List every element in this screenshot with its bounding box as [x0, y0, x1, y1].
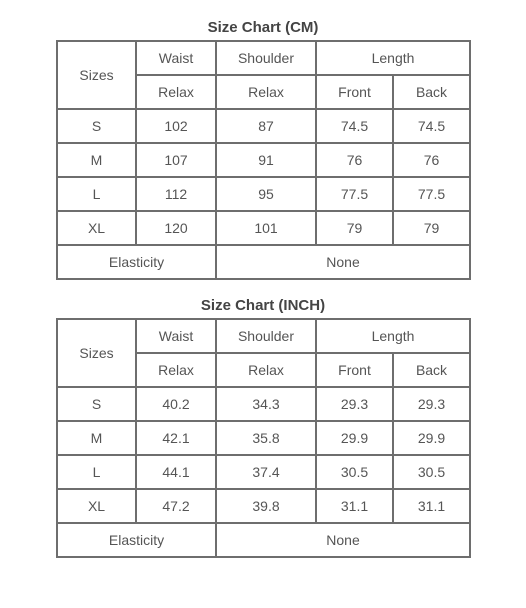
- shoulder-cell: 95: [216, 177, 316, 211]
- back-cell: 77.5: [393, 177, 470, 211]
- front-cell: 77.5: [316, 177, 393, 211]
- back-cell: 76: [393, 143, 470, 177]
- header-row: [57, 319, 470, 353]
- back-cell: 29.9: [393, 421, 470, 455]
- length-header: Length: [316, 41, 470, 75]
- header-row: [57, 41, 470, 75]
- elasticity-label: Elasticity: [57, 245, 216, 279]
- front-cell: 29.3: [316, 387, 393, 421]
- size-cell: L: [57, 177, 136, 211]
- shoulder-cell: 101: [216, 211, 316, 245]
- waist-cell: 102: [136, 109, 216, 143]
- sizes-header: Sizes: [57, 319, 136, 387]
- shoulder-cell: 34.3: [216, 387, 316, 421]
- front-cell: 31.1: [316, 489, 393, 523]
- shoulder-cell: 37.4: [216, 455, 316, 489]
- front-cell: 74.5: [316, 109, 393, 143]
- shoulder-cell: 35.8: [216, 421, 316, 455]
- waist-cell: 112: [136, 177, 216, 211]
- size-cell: S: [57, 387, 136, 421]
- length-front-subheader: Front: [316, 353, 393, 387]
- length-front-subheader: Front: [316, 75, 393, 109]
- elasticity-row: [57, 523, 470, 557]
- table-row: [57, 177, 470, 211]
- shoulder-cell: 87: [216, 109, 316, 143]
- front-cell: 79: [316, 211, 393, 245]
- shoulder-relax-subheader: Relax: [216, 353, 316, 387]
- table-row: [57, 455, 470, 489]
- back-cell: 30.5: [393, 455, 470, 489]
- front-cell: 29.9: [316, 421, 393, 455]
- size-cell: M: [57, 143, 136, 177]
- waist-relax-subheader: Relax: [136, 353, 216, 387]
- size-chart-inch-table: [56, 318, 471, 558]
- elasticity-value: None: [216, 245, 470, 279]
- back-cell: 74.5: [393, 109, 470, 143]
- waist-header: Waist: [136, 319, 216, 353]
- table-row: [57, 387, 470, 421]
- length-header: Length: [316, 319, 470, 353]
- table-row: [57, 421, 470, 455]
- shoulder-header: Shoulder: [216, 319, 316, 353]
- front-cell: 76: [316, 143, 393, 177]
- size-cell: XL: [57, 211, 136, 245]
- table-row: [57, 489, 470, 523]
- waist-cell: 40.2: [136, 387, 216, 421]
- elasticity-row: [57, 245, 470, 279]
- waist-cell: 107: [136, 143, 216, 177]
- waist-cell: 44.1: [136, 455, 216, 489]
- table-row: [57, 143, 470, 177]
- size-cell: M: [57, 421, 136, 455]
- waist-header: Waist: [136, 41, 216, 75]
- size-chart-cm-table: [56, 40, 471, 280]
- shoulder-relax-subheader: Relax: [216, 75, 316, 109]
- back-cell: 79: [393, 211, 470, 245]
- waist-relax-subheader: Relax: [136, 75, 216, 109]
- table-row: [57, 211, 470, 245]
- shoulder-cell: 39.8: [216, 489, 316, 523]
- back-cell: 29.3: [393, 387, 470, 421]
- size-cell: L: [57, 455, 136, 489]
- size-chart-inch-title: Size Chart (INCH): [200, 297, 326, 314]
- elasticity-value: None: [216, 523, 470, 557]
- shoulder-cell: 91: [216, 143, 316, 177]
- table-row: [57, 109, 470, 143]
- waist-cell: 47.2: [136, 489, 216, 523]
- elasticity-label: Elasticity: [57, 523, 216, 557]
- waist-cell: 120: [136, 211, 216, 245]
- size-chart-cm-title: Size Chart (CM): [207, 19, 319, 36]
- waist-cell: 42.1: [136, 421, 216, 455]
- length-back-subheader: Back: [393, 353, 470, 387]
- length-back-subheader: Back: [393, 75, 470, 109]
- shoulder-header: Shoulder: [216, 41, 316, 75]
- size-cell: XL: [57, 489, 136, 523]
- back-cell: 31.1: [393, 489, 470, 523]
- front-cell: 30.5: [316, 455, 393, 489]
- size-cell: S: [57, 109, 136, 143]
- sizes-header: Sizes: [57, 41, 136, 109]
